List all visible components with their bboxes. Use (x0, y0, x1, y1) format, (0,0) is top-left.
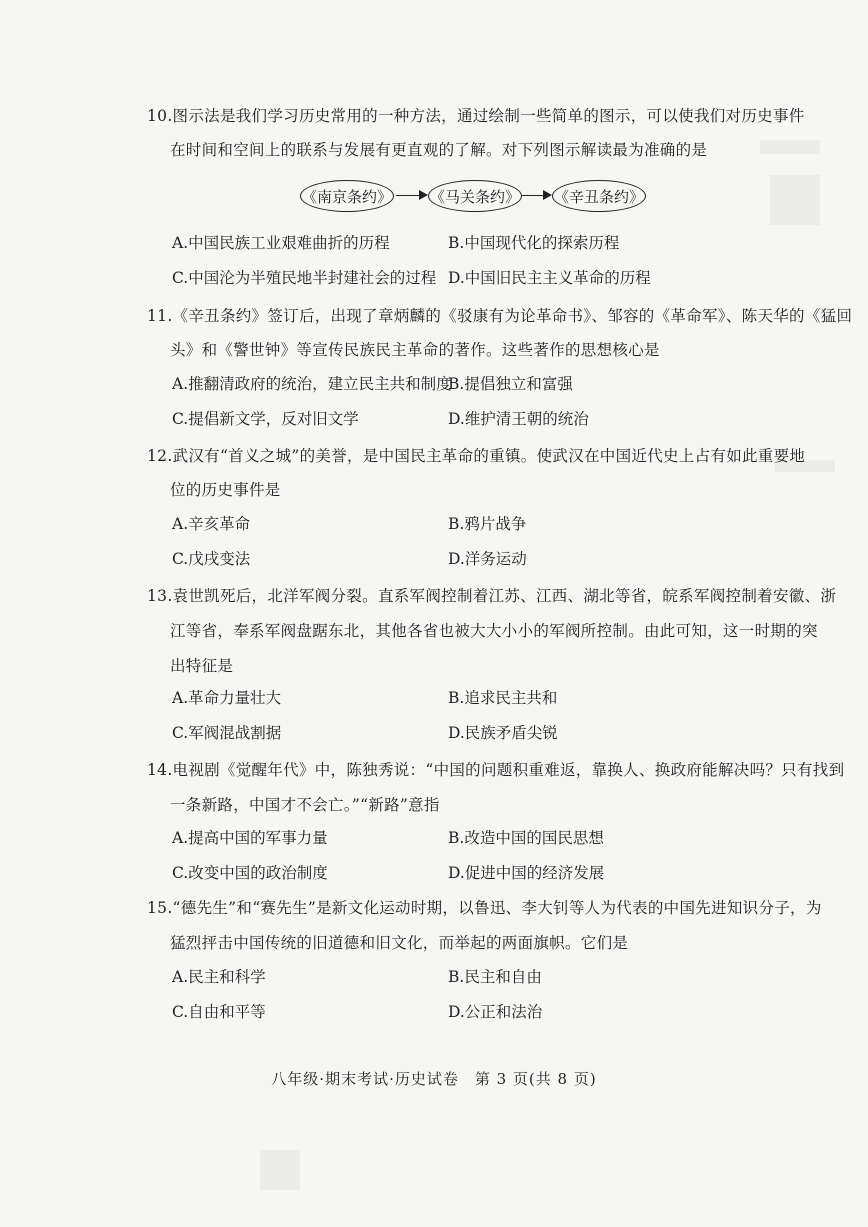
q15-option-d: D.公正和法治 (448, 1003, 543, 1021)
q11-option-c: C.提倡新文学，反对旧文学 (172, 410, 359, 428)
q13-option-a: A.革命力量壮大 (172, 689, 282, 707)
q12-option-b: B.鸦片战争 (448, 515, 527, 533)
q11-option-b: B.提倡独立和富强 (448, 375, 573, 393)
arrow-icon (522, 195, 550, 196)
q10-option-c: C.中国沦为半殖民地半封建社会的过程 (172, 269, 437, 287)
q14-option-c: C.改变中国的政治制度 (172, 864, 328, 882)
q11-stem-line-2: 头》和《警世钟》等宣传民族民主革命的著作。这些著作的思想核心是 (170, 341, 660, 359)
bleed-through-mark (760, 140, 820, 154)
q15-stem-line-1: 15.“德先生”和“赛先生”是新文化运动时期，以鲁迅、李大钊等人为代表的中国先进知识分子，为 (147, 899, 822, 917)
q10-option-d: D.中国旧民主主义革命的历程 (448, 269, 651, 287)
q13-stem-line-1: 13.袁世凯死后，北洋军阀分裂。直系军阀控制着江苏、江西、湖北等省，皖系军阀控制着安徽、浙 (147, 587, 837, 605)
q15-option-c: C.自由和平等 (172, 1003, 266, 1021)
q11-stem-line-1: 11.《辛丑条约》签订后，出现了章炳麟的《驳康有为论革命书》、邹容的《革命军》、陈天华的《猛回 (147, 307, 853, 325)
q10-option-a: A.中国民族工业艰难曲折的历程 (172, 234, 390, 252)
q14-stem-line-1: 14.电视剧《觉醒年代》中，陈独秀说：“中国的问题积重难返，靠换人、换政府能解决吗？只有找到 (147, 761, 845, 779)
bleed-through-mark (770, 175, 820, 225)
q15-option-b: B.民主和自由 (448, 968, 542, 986)
q11-option-a: A.推翻清政府的统治，建立民主共和制度 (172, 375, 452, 393)
q12-option-c: C.戊戌变法 (172, 550, 251, 568)
q14-option-b: B.改造中国的国民思想 (448, 829, 604, 847)
arrow-icon (396, 195, 426, 196)
q10-option-b: B.中国现代化的探索历程 (448, 234, 620, 252)
treaty-node-nanjing: 《南京条约》 (300, 180, 394, 212)
bleed-through-mark (260, 1150, 300, 1190)
treaty-diagram (300, 180, 650, 214)
q12-option-a: A.辛亥革命 (172, 515, 251, 533)
q12-stem-line-1: 12.武汉有“首义之城”的美誉，是中国民主革命的重镇。使武汉在中国近代史上占有如此重要地 (147, 447, 806, 465)
q12-option-d: D.洋务运动 (448, 550, 527, 568)
q10-stem-line-2: 在时间和空间上的联系与发展有更直观的了解。对下列图示解读最为准确的是 (170, 141, 708, 159)
q11-option-d: D.维护清王朝的统治 (448, 410, 589, 428)
page-footer: 八年级·期末考试·历史试卷 第 3 页(共 8 页) (271, 1070, 597, 1088)
q14-option-a: A.提高中国的军事力量 (172, 829, 328, 847)
treaty-node-maguan: 《马关条约》 (428, 180, 522, 212)
treaty-node-xinchou: 《辛丑条约》 (552, 180, 646, 212)
q15-stem-line-2: 猛烈抨击中国传统的旧道德和旧文化，而举起的两面旗帜。它们是 (170, 934, 629, 952)
q13-option-c: C.军阀混战割据 (172, 724, 282, 742)
q13-stem-line-3: 出特征是 (170, 657, 234, 675)
q13-option-d: D.民族矛盾尖锐 (448, 724, 558, 742)
q14-option-d: D.促进中国的经济发展 (448, 864, 605, 882)
q10-stem-line-1: 10.图示法是我们学习历史常用的一种方法，通过绘制一些简单的图示，可以使我们对历史事件 (147, 107, 805, 125)
q12-stem-line-2: 位的历史事件是 (170, 481, 281, 499)
q13-option-b: B.追求民主共和 (448, 689, 558, 707)
q14-stem-line-2: 一条新路，中国才不会亡。”“新路”意指 (170, 796, 440, 814)
q15-option-a: A.民主和科学 (172, 968, 266, 986)
q13-stem-line-2: 江等省，奉系军阀盘踞东北，其他各省也被大大小小的军阀所控制。由此可知，这一时期的突 (170, 622, 818, 640)
